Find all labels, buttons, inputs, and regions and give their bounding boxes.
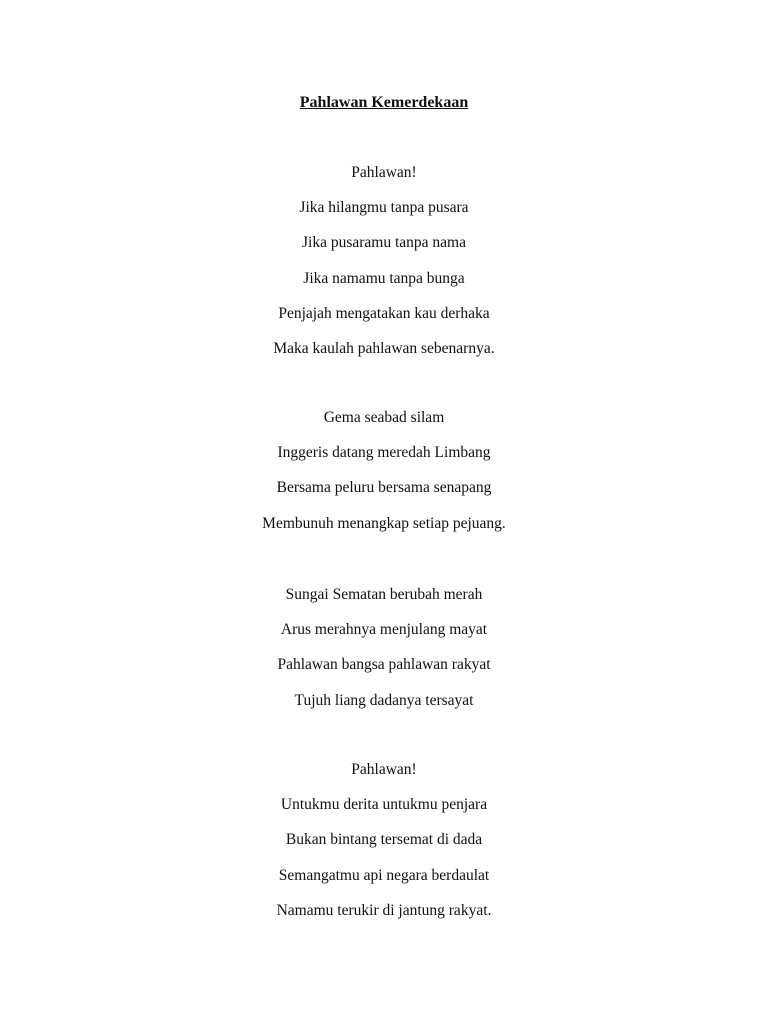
poem-line: Gema seabad silam xyxy=(323,409,445,426)
poem-line: Jika hilangmu tanpa pusara xyxy=(299,199,469,217)
poem-line: Sungai Sematan berubah merah xyxy=(285,586,483,603)
stanza-2 xyxy=(0,408,768,549)
poem-line: Untukmu derita untukmu penjara xyxy=(280,796,488,814)
poem-line: Jika pusaramu tanpa nama xyxy=(302,234,466,252)
stanza-1 xyxy=(0,163,768,374)
poem-line: Semangatmu api negara berdaulat xyxy=(278,866,490,884)
poem-line: Jika namamu tanpa bunga xyxy=(303,269,465,287)
poem-line: Pahlawan bangsa pahlawan rakyat xyxy=(277,656,491,674)
poem-line: Namamu terukir di jantung rakyat. xyxy=(276,901,492,919)
poem-line: Bersama peluru bersama senapang xyxy=(276,479,492,497)
poem-line: Inggeris datang meredah Limbang xyxy=(277,444,491,462)
stanza-3 xyxy=(0,585,768,726)
poem-title: Pahlawan Kemerdekaan xyxy=(299,94,469,111)
poem-line: Arus merahnya menjulang mayat xyxy=(280,621,488,639)
poem-line: Membunuh menangkap setiap pejuang. xyxy=(262,514,506,532)
poem-line: Bukan bintang tersemat di dada xyxy=(285,831,483,849)
stanza-4 xyxy=(0,760,768,936)
poem-line: Penjajah mengatakan kau derhaka xyxy=(278,304,490,322)
poem-line: Tujuh liang dadanya tersayat xyxy=(294,691,474,709)
poem-line: Pahlawan! xyxy=(351,164,417,181)
poem-line: Maka kaulah pahlawan sebenarnya. xyxy=(273,339,495,357)
poem-line: Pahlawan! xyxy=(351,761,417,778)
